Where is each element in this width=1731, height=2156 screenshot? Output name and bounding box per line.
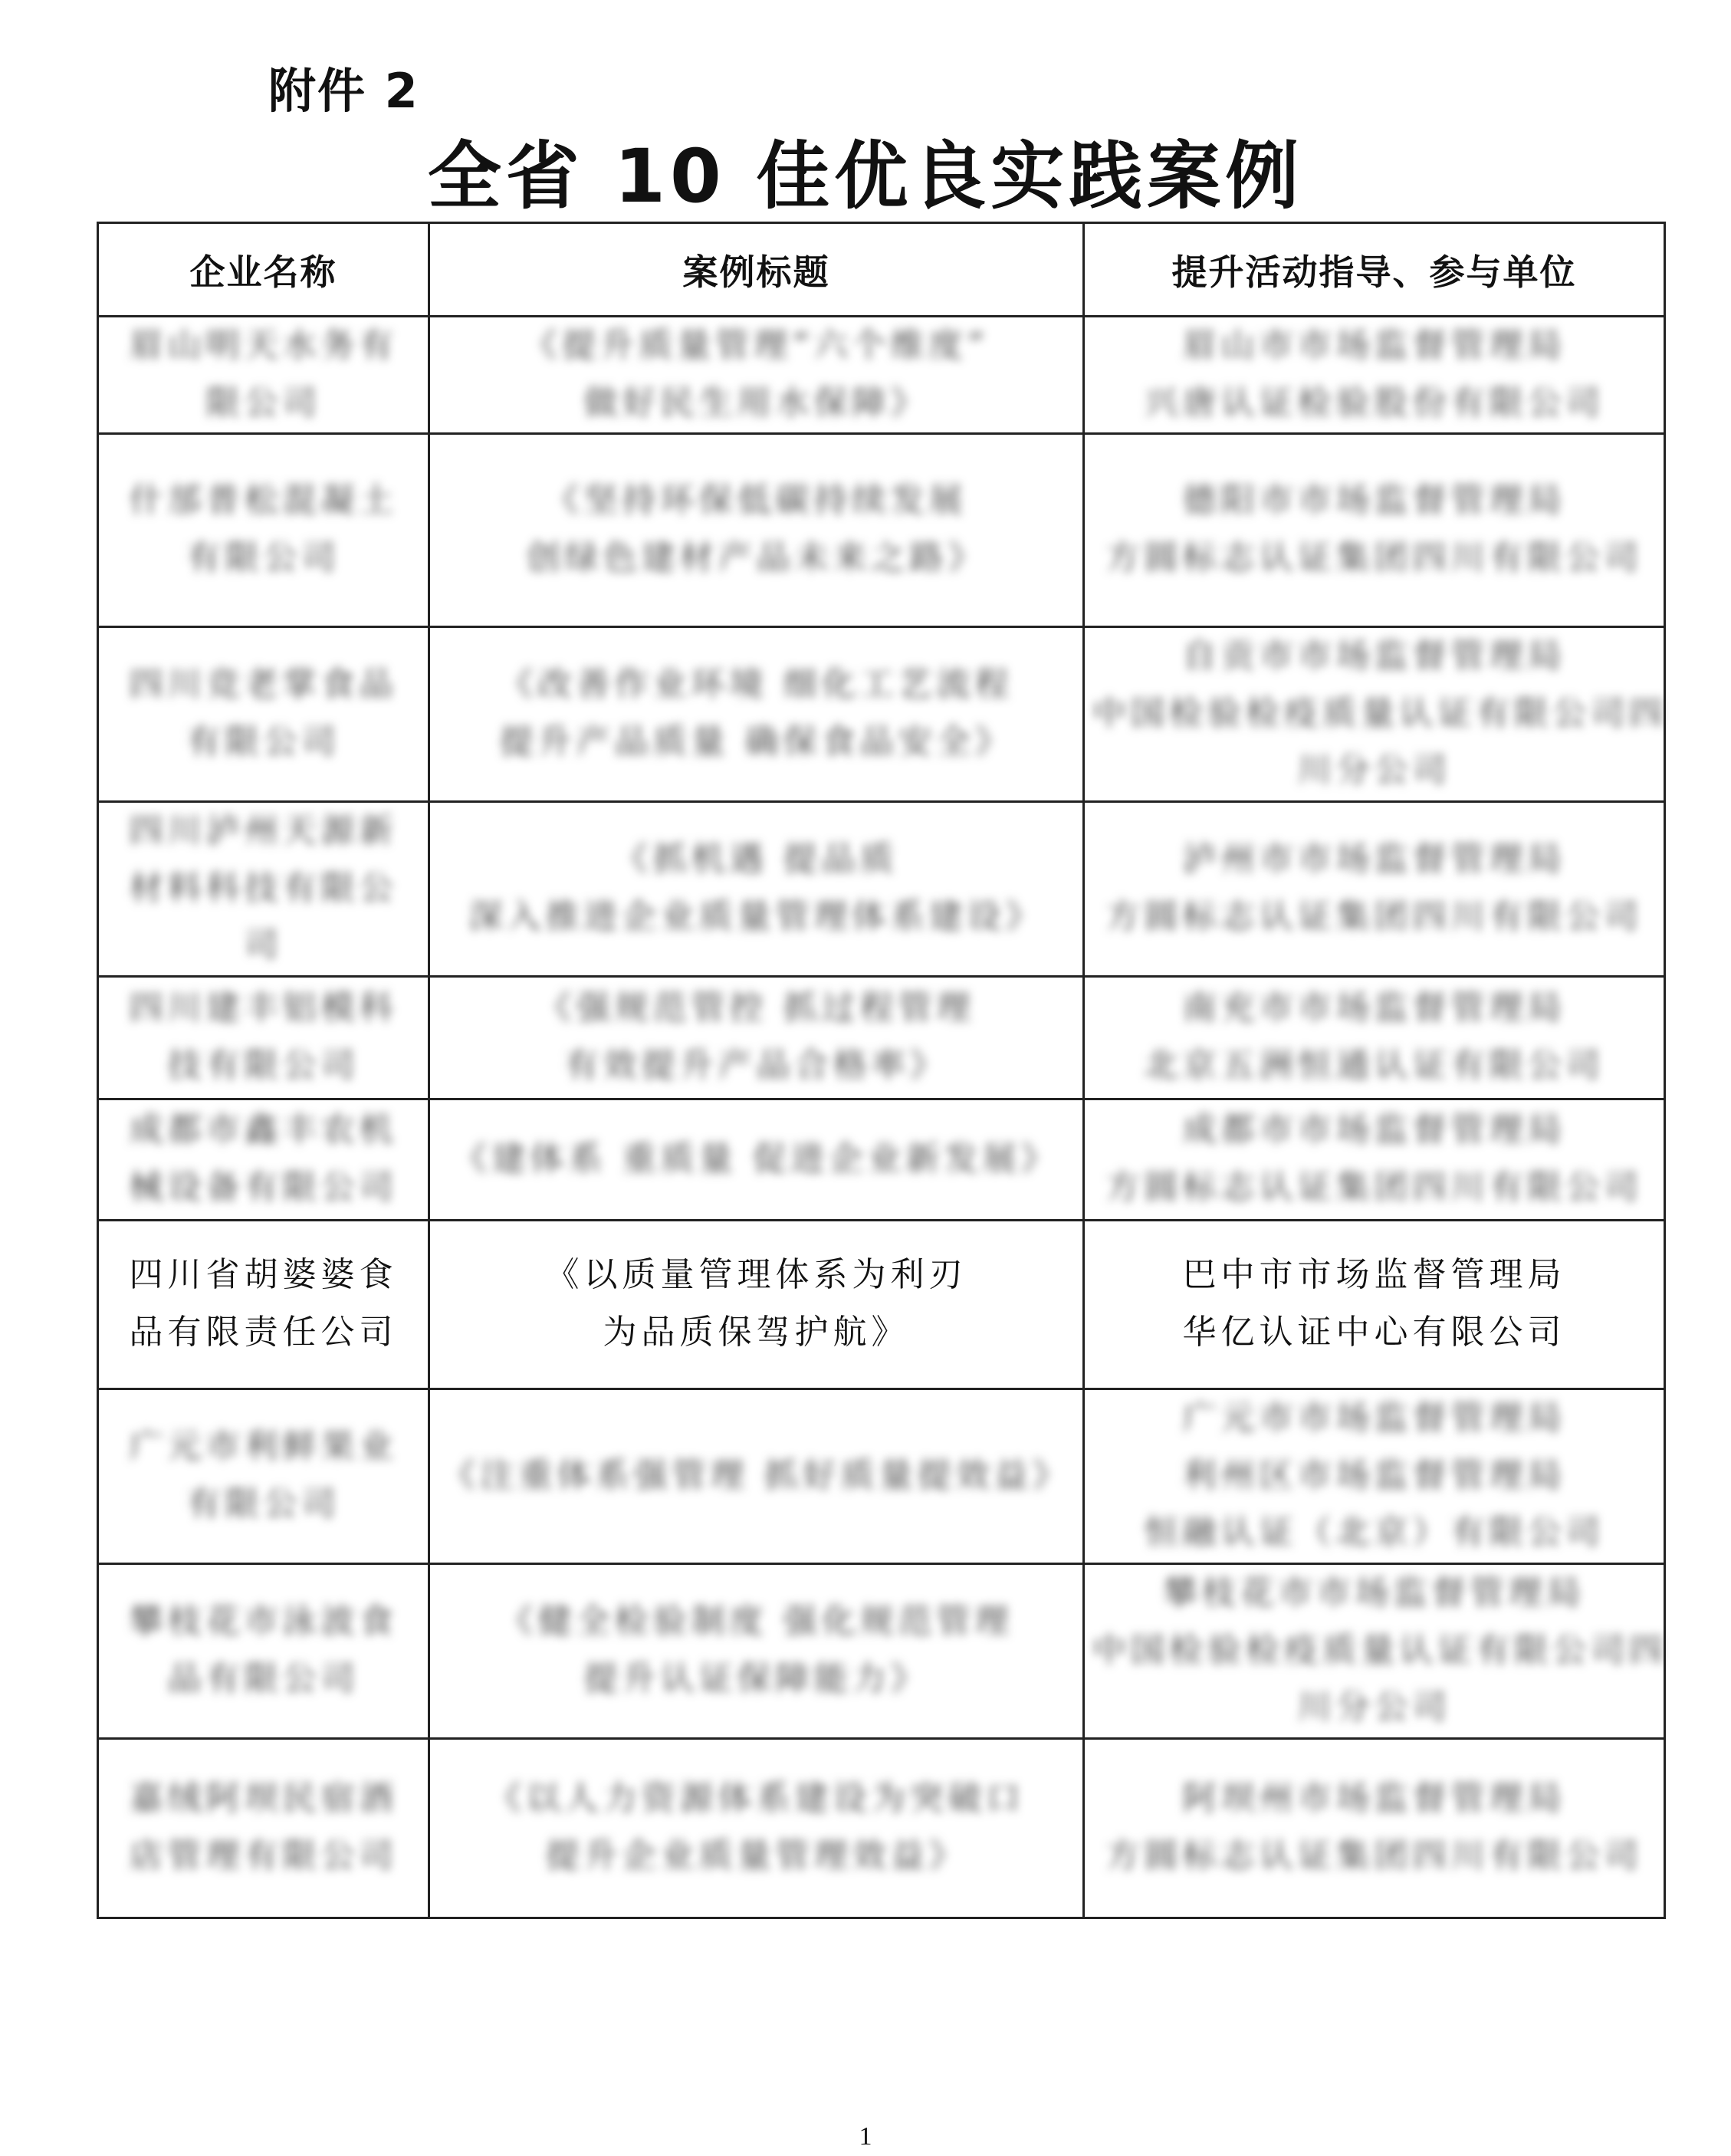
case-title-cell <box>429 801 1084 976</box>
case-title-cell-text <box>438 1593 1075 1708</box>
cell-line: 《建体系 重质量 促进企业新发展》 <box>453 1139 1059 1178</box>
table-row <box>98 1099 1665 1220</box>
cell-line: 为品质保驾护航》 <box>603 1313 910 1352</box>
company-cell <box>98 1099 429 1220</box>
cell-line: 司 <box>244 925 283 965</box>
case-title-cell-text <box>438 317 1075 432</box>
cell-line: 限公司 <box>205 383 321 422</box>
company-cell <box>98 317 429 434</box>
page-title: 全省 10 佳优良实践案例 <box>427 133 1304 219</box>
cell-line: 南充市市场监督管理局 <box>1182 988 1566 1028</box>
cell-line: 提升企业质量管理效益》 <box>545 1836 967 1876</box>
cell-line: 有限公司 <box>186 722 340 762</box>
cell-line: 提升产品质量 确保食品安全》 <box>499 722 1013 762</box>
cell-line: 《提升质量管理“六个维度” <box>524 326 989 365</box>
table-row <box>98 626 1665 801</box>
case-title-cell-text <box>438 472 1075 587</box>
units-cell <box>1084 626 1665 801</box>
company-cell-text <box>107 1102 420 1217</box>
cell-line: 有限公司 <box>186 1484 340 1524</box>
units-cell-text <box>1092 1102 1656 1217</box>
company-cell <box>98 801 429 976</box>
case-table <box>97 222 1666 1919</box>
cell-line: 中国检验检疫质量认证有限公司四 <box>1092 693 1667 733</box>
company-cell-text <box>107 1418 420 1533</box>
units-cell-text <box>1092 472 1656 587</box>
case-title-cell <box>429 626 1084 801</box>
units-cell <box>1084 1563 1665 1738</box>
units-cell <box>1084 317 1665 434</box>
case-title-cell-text <box>438 1247 1075 1362</box>
cell-line: 什邡普松混凝土 <box>129 481 398 521</box>
cell-line: 眉山明天水务有 <box>129 326 398 365</box>
table-body <box>98 317 1665 1918</box>
cell-line: 创绿色建材产品未来之路》 <box>526 538 987 578</box>
case-title-cell <box>429 976 1084 1099</box>
units-cell-text <box>1092 628 1667 800</box>
cell-line: 攀枝花市泳波食 <box>129 1602 398 1642</box>
cell-line: 四川泸州天源新 <box>129 810 398 850</box>
company-cell <box>98 1220 429 1389</box>
case-title-cell <box>429 1563 1084 1738</box>
cell-line: 《改善作业环境 细化工艺流程 <box>499 665 1013 705</box>
units-cell-text <box>1092 980 1656 1095</box>
cell-line: 嘉绒阿坝民宿酒 <box>129 1779 398 1819</box>
units-cell <box>1084 1738 1665 1918</box>
table-row <box>98 1738 1665 1918</box>
cell-line: 《注重体系强管理 抓好质量提效益》 <box>442 1455 1071 1495</box>
case-title-cell <box>429 433 1084 626</box>
column-header-units: 提升活动指导、参与单位 <box>1084 223 1665 317</box>
company-cell-text <box>107 656 420 771</box>
cell-line: 泸州市市场监督管理局 <box>1182 840 1566 879</box>
attachment-label: 附件 2 <box>268 63 419 119</box>
units-cell-text <box>1092 317 1656 432</box>
cell-line: 四川建丰铝模科 <box>129 988 398 1028</box>
cell-line: 北京五洲恒通认证有限公司 <box>1144 1046 1605 1086</box>
cell-line: 川分公司 <box>1297 1688 1451 1727</box>
units-cell <box>1084 976 1665 1099</box>
cell-line: 材料科技有限公 <box>129 868 398 908</box>
case-title-cell <box>429 317 1084 434</box>
company-cell <box>98 976 429 1099</box>
cell-line: 《以人力资源体系建设为突破口 <box>488 1779 1025 1819</box>
case-title-cell-text <box>438 1770 1075 1885</box>
cell-line: 华亿认证中心有限公司 <box>1182 1313 1566 1352</box>
cell-line: 技有限公司 <box>167 1046 360 1086</box>
cell-line: 械设备有限公司 <box>129 1168 398 1208</box>
table-row <box>98 433 1665 626</box>
company-cell <box>98 433 429 626</box>
page-number: 1 <box>859 2122 872 2151</box>
cell-line: 广元市市场监督管理局 <box>1182 1398 1566 1438</box>
units-cell <box>1084 1220 1665 1389</box>
case-title-cell-text <box>438 656 1075 771</box>
company-cell <box>98 1563 429 1738</box>
company-cell-text <box>107 803 420 974</box>
cell-line: 《坚持环保低碳持续发展 <box>545 481 967 521</box>
case-title-cell-text <box>438 831 1075 946</box>
cell-line: 《健全检验制度 强化规范管理 <box>499 1602 1013 1642</box>
cell-line: 《强规范管控 抓过程管理 <box>537 988 975 1028</box>
cell-line: 做好民生用水保障》 <box>583 383 929 422</box>
units-cell <box>1084 1099 1665 1220</box>
cell-line: 广元市利鲜果业 <box>129 1427 398 1467</box>
case-title-cell-text <box>438 1448 1075 1505</box>
units-cell-text <box>1092 1247 1656 1362</box>
company-cell-text <box>107 1770 420 1885</box>
cell-line: 有效提升产品合格率》 <box>564 1046 948 1086</box>
case-title-cell <box>429 1099 1084 1220</box>
table-header-row <box>98 223 1665 317</box>
table-row <box>98 801 1665 976</box>
case-title-cell <box>429 1389 1084 1563</box>
cell-line: 阿坝州市场监督管理局 <box>1182 1779 1566 1819</box>
cell-line: 成都市鑫丰农机 <box>129 1110 398 1150</box>
company-cell <box>98 1738 429 1918</box>
cell-line: 《抓机遇 提品质 <box>614 840 898 879</box>
company-cell-text <box>107 980 420 1095</box>
cell-line: 品有限公司 <box>167 1659 360 1699</box>
cell-line: 方圆标志认证集团四川有限公司 <box>1105 897 1643 937</box>
table-row <box>98 317 1665 434</box>
column-header-case-title: 案例标题 <box>429 223 1084 317</box>
table-row <box>98 976 1665 1099</box>
table-row <box>98 1220 1665 1389</box>
cell-line: 川分公司 <box>1297 751 1451 790</box>
cell-line: 巴中市市场监督管理局 <box>1182 1255 1566 1295</box>
cell-line: 有限公司 <box>186 538 340 578</box>
table-row <box>98 1389 1665 1563</box>
units-cell-text <box>1092 1390 1656 1562</box>
cell-line: 店管理有限公司 <box>129 1836 398 1876</box>
cell-line: 自贡市市场监督管理局 <box>1182 636 1566 675</box>
table-row <box>98 1563 1665 1738</box>
cell-line: 品有限责任公司 <box>129 1313 398 1352</box>
case-title-cell-text <box>438 980 1075 1095</box>
cell-line: 方圆标志认证集团四川有限公司 <box>1105 1168 1643 1208</box>
units-cell-text <box>1092 831 1656 946</box>
company-cell-text <box>107 1247 420 1362</box>
case-title-cell <box>429 1220 1084 1389</box>
cell-line: 攀枝花市市场监督管理局 <box>1163 1573 1585 1612</box>
cell-line: 《以质量管理体系为利刃 <box>545 1255 967 1295</box>
cell-line: 方圆标志认证集团四川有限公司 <box>1105 1836 1643 1876</box>
cell-line: 恒融认证（北京）有限公司 <box>1144 1513 1605 1553</box>
units-cell-text <box>1092 1565 1667 1737</box>
company-cell-text <box>107 1593 420 1708</box>
case-title-cell-text <box>438 1131 1075 1188</box>
cell-line: 四川省胡婆婆食 <box>129 1255 398 1295</box>
company-cell <box>98 1389 429 1563</box>
cell-line: 深入推进企业质量管理体系建设》 <box>468 897 1044 937</box>
company-cell-text <box>107 472 420 587</box>
units-cell-text <box>1092 1770 1656 1885</box>
case-title-cell <box>429 1738 1084 1918</box>
cell-line: 四川竞老掌食品 <box>129 665 398 705</box>
units-cell <box>1084 433 1665 626</box>
company-cell-text <box>107 317 420 432</box>
cell-line: 成都市市场监督管理局 <box>1182 1110 1566 1150</box>
cell-line: 德阳市市场监督管理局 <box>1182 481 1566 521</box>
cell-line: 眉山市市场监督管理局 <box>1182 326 1566 365</box>
cell-line: 兴唐认证检验股份有限公司 <box>1144 383 1605 422</box>
cell-line: 方圆标志认证集团四川有限公司 <box>1105 538 1643 578</box>
company-cell <box>98 626 429 801</box>
cell-line: 利州区市场监督管理局 <box>1182 1455 1566 1495</box>
units-cell <box>1084 1389 1665 1563</box>
units-cell <box>1084 801 1665 976</box>
cell-line: 中国检验检疫质量认证有限公司四 <box>1092 1630 1667 1670</box>
cell-line: 提升认证保障能力》 <box>583 1659 929 1699</box>
column-header-company: 企业名称 <box>98 223 429 317</box>
